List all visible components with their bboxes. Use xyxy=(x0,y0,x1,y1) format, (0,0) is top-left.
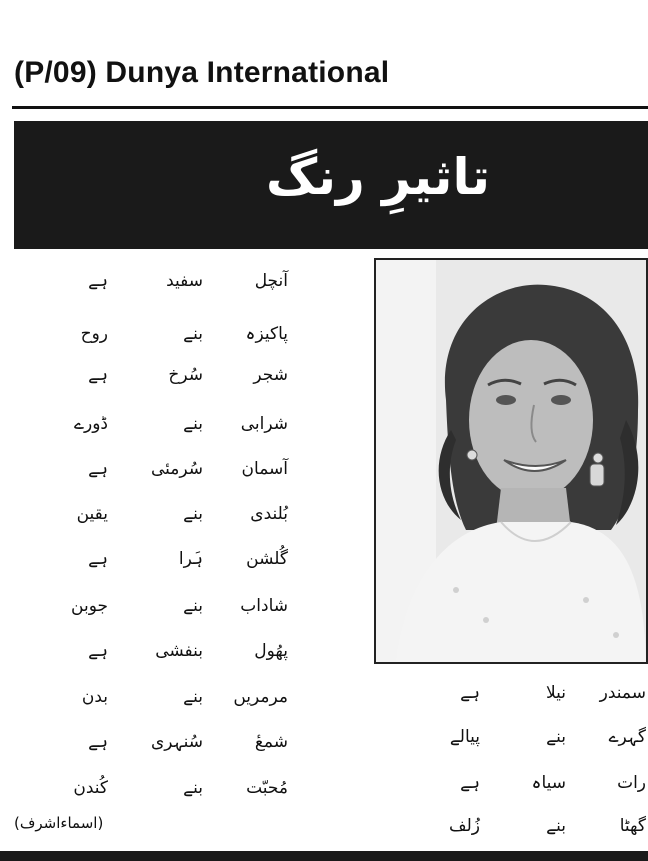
poem_left-row-3-word-3: ہے xyxy=(88,365,108,385)
poem_left-row-1-word-3: ہے xyxy=(88,271,108,291)
header-divider xyxy=(12,106,648,109)
poem_right-row-1-word-3: ہے xyxy=(460,683,480,703)
portrait-photo xyxy=(374,258,648,664)
poem_right-row-2-word-1: گہرے xyxy=(608,727,646,747)
poem_left-row-1-word-1: آنچل xyxy=(254,271,288,291)
poem_left-row-11-word-1: شمعٔ xyxy=(254,732,288,752)
poem_left-row-10-word-3: بدن xyxy=(81,687,108,707)
poem_left-row-10-word-2: بنے xyxy=(183,687,203,707)
poem_right-row-1-word-2: نیلا xyxy=(545,683,566,703)
poem_left-row-5-word-3: ہے xyxy=(88,459,108,479)
poet-signature: (اسماءاشرف) xyxy=(14,814,104,832)
poem_left-row-9-word-3: ہے xyxy=(88,641,108,661)
poem_right-row-3-word-1: رات xyxy=(617,773,646,793)
poem_right-row-2-word-3: پیالے xyxy=(449,727,480,747)
poem_left-row-7-word-2: ہَرا xyxy=(178,549,203,569)
poem_left-row-5-word-2: سُرمئی xyxy=(150,459,203,479)
poem_left-row-11-word-2: سُنہری xyxy=(150,732,203,752)
poem_right-row-4-word-3: زُلف xyxy=(449,816,480,836)
poem_left-row-8-word-1: شاداب xyxy=(240,596,288,616)
poem_right-row-2-word-2: بنے xyxy=(546,727,566,747)
poem_left-row-3-word-1: شجر xyxy=(253,365,288,385)
poem_left-row-6-word-1: بُلندی xyxy=(250,504,288,524)
poem_right-row-4-word-1: گھٹا xyxy=(619,816,646,836)
bottom-bar xyxy=(0,851,648,861)
poem_left-row-4-word-1: شرابی xyxy=(240,414,288,434)
poem_left-row-6-word-3: یقین xyxy=(76,504,108,524)
poem_left-row-4-word-3: ڈورے xyxy=(74,414,108,434)
poem_left-row-4-word-2: بنے xyxy=(183,414,203,434)
poem_left-row-9-word-1: پھُول xyxy=(254,641,288,661)
poem_left-row-10-word-1: مرمریں xyxy=(233,687,288,707)
poem_left-row-2-word-3: روح xyxy=(80,324,108,344)
poem_right-row-3-word-2: سیاہ xyxy=(531,773,566,793)
poem_left-row-12-word-1: مُحبّت xyxy=(246,778,288,798)
poem_left-row-5-word-1: آسمان xyxy=(241,459,288,479)
poem_left-row-1-word-2: سفید xyxy=(166,271,203,291)
poem_left-row-8-word-2: بنے xyxy=(183,596,203,616)
poem_left-row-8-word-3: جوبن xyxy=(71,596,108,616)
poem_right-row-4-word-2: بنے xyxy=(546,816,566,836)
portrait-illustration xyxy=(376,260,646,662)
poem_right-row-1-word-1: سمندر xyxy=(599,683,646,703)
poem_right-row-3-word-3: ہے xyxy=(460,773,480,793)
poem_left-row-7-word-3: ہے xyxy=(88,549,108,569)
poem_left-row-7-word-1: گُلشن xyxy=(246,549,288,569)
poem_left-row-6-word-2: بنے xyxy=(183,504,203,524)
poem_left-row-12-word-2: بنے xyxy=(183,778,203,798)
page-header: (P/09) Dunya International xyxy=(14,56,390,89)
poem_left-row-3-word-2: سُرخ xyxy=(168,365,203,385)
poem_left-row-12-word-3: کُندن xyxy=(73,778,108,798)
poem_left-row-2-word-1: پاکیزہ xyxy=(245,324,288,344)
poem_left-row-11-word-3: ہے xyxy=(88,732,108,752)
poem-title: تاثیرِ رنگ xyxy=(266,148,490,206)
poem_left-row-9-word-2: بنفشی xyxy=(155,641,203,661)
poem_left-row-2-word-2: بنے xyxy=(183,324,203,344)
